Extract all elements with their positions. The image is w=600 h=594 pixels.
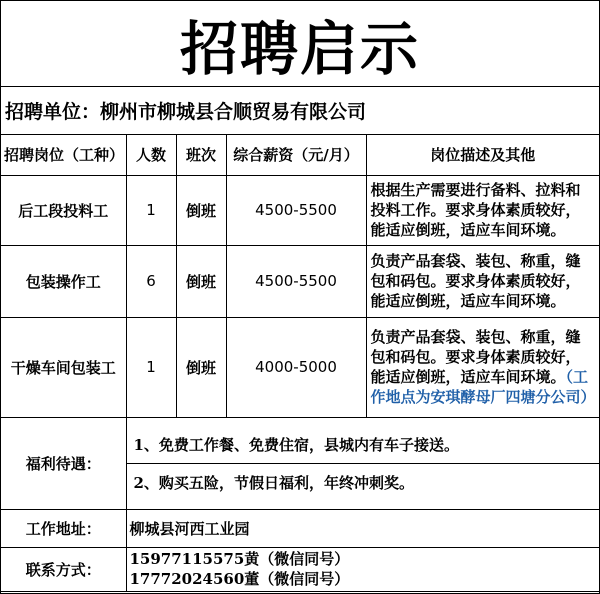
contact-phone-2: 17772024560董（微信同号） <box>129 570 350 588</box>
count-cell: 6 <box>126 245 176 317</box>
company-name: 招聘单位：柳州市柳城县合顺贸易有限公司 <box>1 87 599 135</box>
header-salary: 综合薪资（元/月） <box>226 135 366 175</box>
contact-row <box>1 547 599 591</box>
header-shift: 班次 <box>176 135 226 175</box>
location-note: （工作地点为安琪酵母厂四塘分公司） <box>370 368 596 406</box>
position-cell: 干燥车间包装工 <box>1 317 126 417</box>
salary-cell: 4500-5500 <box>226 175 366 245</box>
header-description: 岗位描述及其他 <box>366 135 599 175</box>
table-header-row <box>1 135 599 175</box>
header-count: 人数 <box>126 135 176 175</box>
table-row <box>1 317 599 417</box>
contact-cell <box>126 547 599 591</box>
table-row <box>1 245 599 317</box>
salary-cell: 4500-5500 <box>226 245 366 317</box>
salary-cell: 4000-5000 <box>226 317 366 417</box>
description-cell: 负责产品套袋、装包、称重，缝包和码包。要求身体素质较好，能适应倒班，适应车间环境。 <box>366 245 599 317</box>
position-cell: 包装操作工 <box>1 245 126 317</box>
benefits-label: 福利待遇： <box>1 417 126 509</box>
shift-cell: 倒班 <box>176 245 226 317</box>
position-cell: 后工段投料工 <box>1 175 126 245</box>
count-cell: 1 <box>126 175 176 245</box>
benefit-item-1: 1、免费工作餐、免费住宿，县城内有车子接送。 <box>133 435 459 454</box>
description-cell <box>366 317 599 417</box>
table-row <box>1 175 599 245</box>
benefits-cell <box>126 417 599 509</box>
count-cell: 1 <box>126 317 176 417</box>
shift-cell: 倒班 <box>176 175 226 245</box>
description-cell: 根据生产需要进行备料、拉料和投料工作。要求身体素质较好，能适应倒班，适应车间环境。 <box>366 175 599 245</box>
contact-label: 联系方式： <box>1 547 126 591</box>
contact-phone-1: 15977115575黄（微信同号） <box>129 550 350 568</box>
shift-cell: 倒班 <box>176 317 226 417</box>
benefits-row <box>1 417 599 509</box>
page-title: 招聘启示 <box>1 1 599 87</box>
header-position: 招聘岗位（工种） <box>1 135 126 175</box>
job-table <box>1 135 599 592</box>
benefit-item-2: 2、购买五险，节假日福利，年终冲刺奖。 <box>133 473 414 492</box>
description-text: 负责产品套袋、装包、称重，缝包和码包。要求身体素质较好，能适应倒班，适应车间环境。 <box>370 328 581 386</box>
address-row <box>1 509 599 547</box>
address-value: 柳城县河西工业园 <box>126 509 599 547</box>
address-label: 工作地址： <box>1 509 126 547</box>
